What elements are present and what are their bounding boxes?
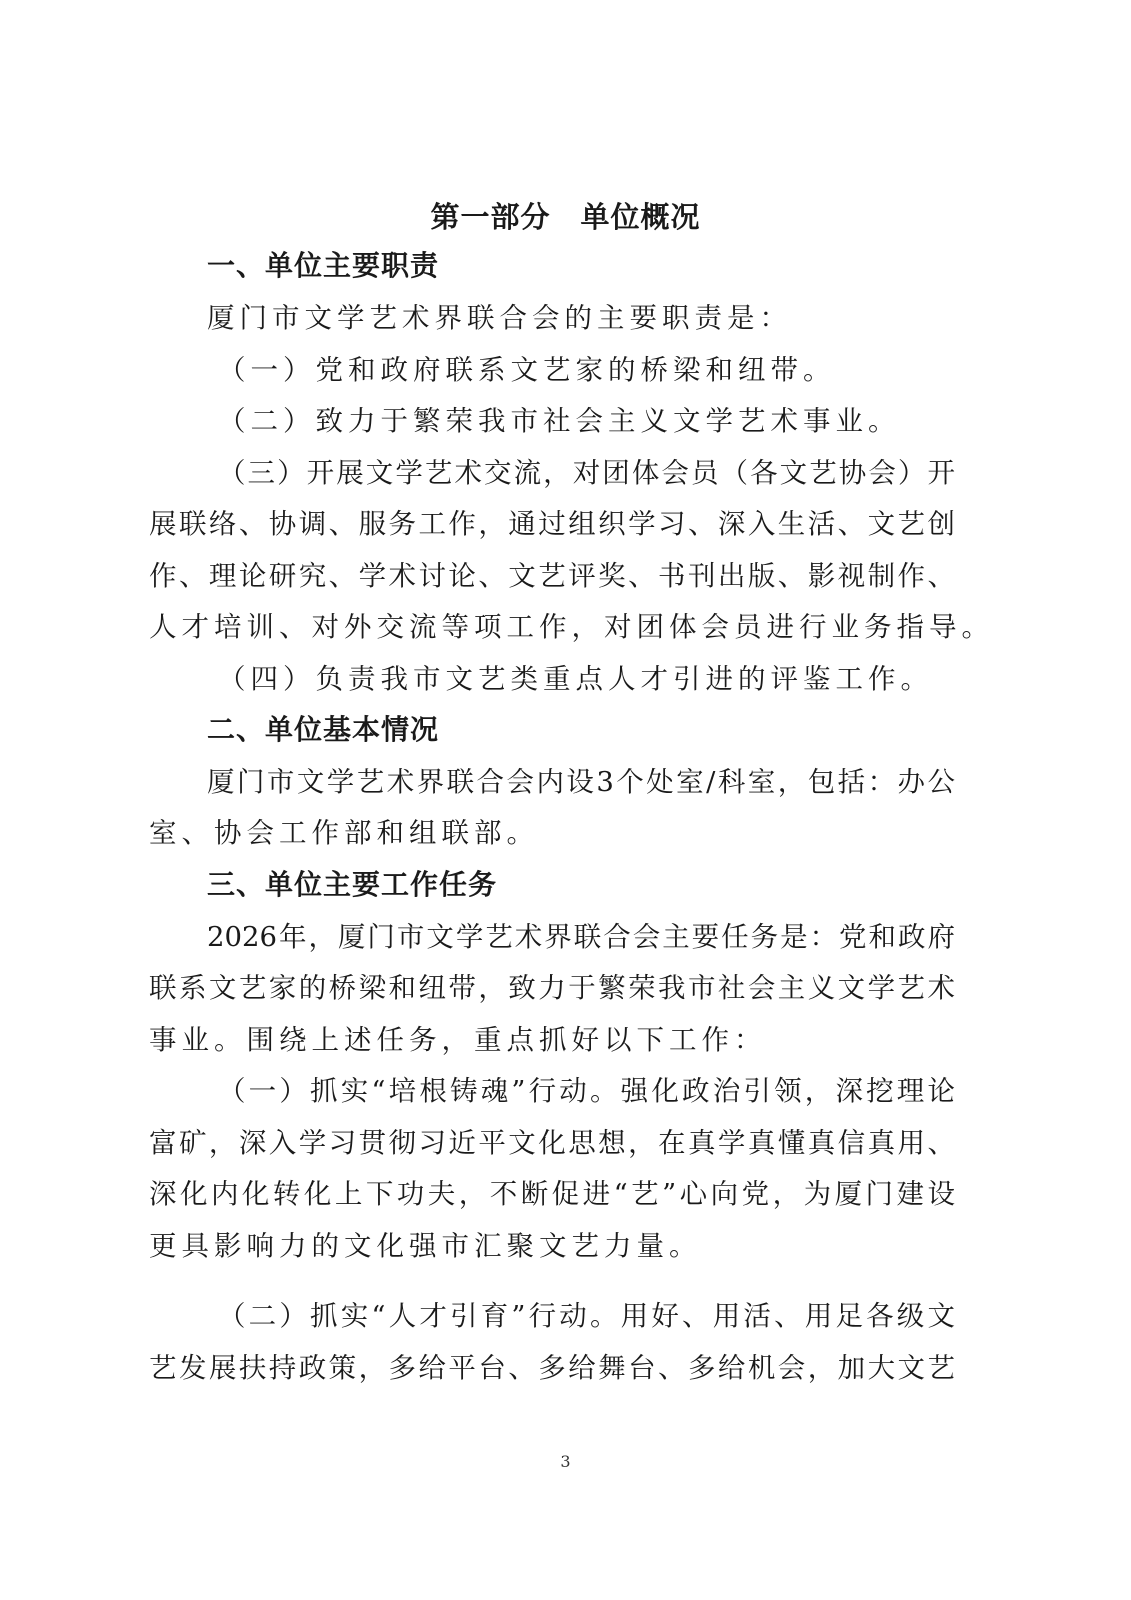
paragraph-line: 厦门市文学艺术界联合会内设3个处室/科室，包括：办公 (207, 766, 955, 798)
section-heading-main-tasks: 三、单位主要工作任务 (207, 868, 498, 901)
paragraph-line: 人才培训、对外交流等项工作，对团体会员进行业务指导。 (149, 611, 994, 643)
paragraph-line: 2026年，厦门市文学艺术界联合会主要任务是：党和政府 (207, 921, 955, 953)
paragraph-line: 事业。围绕上述任务，重点抓好以下工作： (149, 1024, 767, 1056)
paragraph-line: （二）致力于繁荣我市社会主义文学艺术事业。 (218, 405, 901, 437)
paragraph-line: （一）党和政府联系文艺家的桥梁和纽带。 (218, 354, 836, 386)
paragraph-line: （四）负责我市文艺类重点人才引进的评鉴工作。 (218, 663, 933, 695)
page-title: 第一部分 单位概况 (430, 200, 701, 234)
paragraph-line: 联系文艺家的桥梁和纽带，致力于繁荣我市社会主义文学艺术 (149, 972, 955, 1004)
paragraph-line: （一）抓实“培根铸魂”行动。强化政治引领，深挖理论 (218, 1075, 955, 1107)
paragraph-line: （三）开展文学艺术交流，对团体会员（各文艺协会）开 (218, 457, 955, 489)
paragraph-line: （二）抓实“人才引育”行动。用好、用活、用足各级文 (218, 1300, 955, 1332)
paragraph-line: 室、协会工作部和组联部。 (149, 817, 539, 849)
section-heading-duties: 一、单位主要职责 (207, 249, 440, 282)
paragraph-line: 展联络、协调、服务工作，通过组织学习、深入生活、文艺创 (149, 508, 955, 540)
paragraph-line: 富矿，深入学习贯彻习近平文化思想，在真学真懂真信真用、 (149, 1127, 955, 1159)
section-heading-basic-info: 二、单位基本情况 (207, 713, 440, 746)
paragraph-line: 深化内化转化上下功夫，不断促进“艺”心向党，为厦门建设 (149, 1178, 955, 1210)
paragraph-line: 厦门市文学艺术界联合会的主要职责是： (207, 302, 792, 334)
paragraph-line: 更具影响力的文化强市汇聚文艺力量。 (149, 1230, 702, 1262)
page-number: 3 (560, 1452, 571, 1471)
paragraph-line: 作、理论研究、学术讨论、文艺评奖、书刊出版、影视制作、 (149, 560, 955, 592)
paragraph-line: 艺发展扶持政策，多给平台、多给舞台、多给机会，加大文艺 (149, 1352, 955, 1384)
